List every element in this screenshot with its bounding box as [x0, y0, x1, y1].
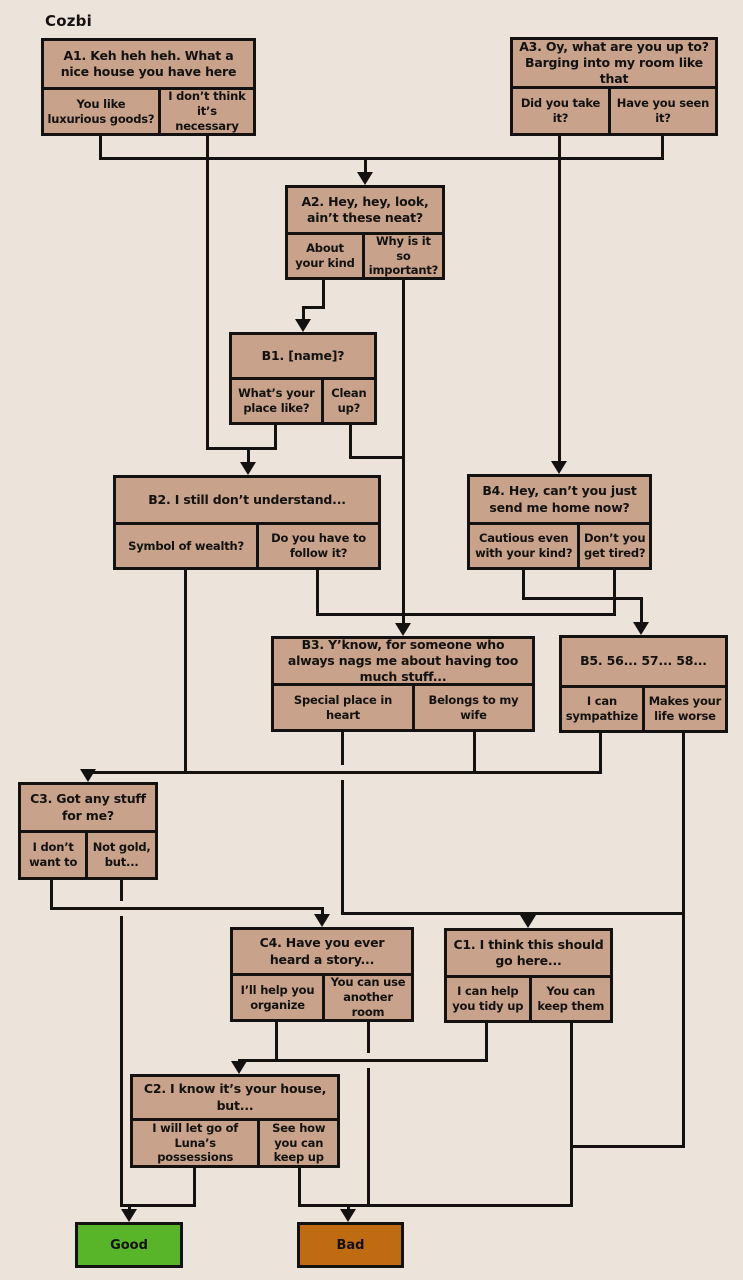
- dialogue-node-b5: [559, 635, 728, 733]
- dialogue-option: Makes your life worse: [642, 688, 725, 730]
- connector-segment: [206, 136, 209, 450]
- dialogue-option: Not gold, but...: [85, 833, 155, 877]
- connector-segment: [50, 907, 324, 910]
- ending-box-good: Good: [75, 1222, 183, 1268]
- dialogue-option: I can help you tidy up: [452, 984, 524, 1013]
- connector-segment: [367, 1068, 370, 1207]
- dialogue-option: Cautious even with your kind?: [475, 531, 573, 560]
- node-head-text: B3. Y’know, for someone who always nags me about having too much stuff...: [274, 639, 532, 686]
- dialogue-option: I will let go of Luna’s possessions: [152, 1120, 239, 1165]
- dialogue-node-a1: [41, 38, 256, 136]
- dialogue-node-c2: [130, 1074, 340, 1168]
- node-options-row: [44, 90, 253, 133]
- node-options-row: [513, 89, 715, 133]
- connector-segment: [87, 771, 602, 774]
- dialogue-node-c4: [230, 927, 414, 1022]
- connector-segment: [341, 732, 344, 765]
- connector-segment: [206, 447, 277, 450]
- arrowhead-into-bad: [340, 1209, 356, 1222]
- connector-segment: [316, 570, 319, 616]
- connector-segment: [298, 1168, 301, 1207]
- connector-segment: [341, 780, 344, 915]
- node-options-row: [233, 976, 411, 1019]
- connector-segment: [99, 157, 664, 160]
- node-options-row: [562, 688, 725, 730]
- connector-segment: [316, 613, 616, 616]
- dialogue-option: I’ll help you organize: [240, 982, 315, 1012]
- connector-segment: [522, 597, 643, 600]
- arrowhead-into-b1: [295, 319, 311, 332]
- dialogue-option: Did you take it?: [520, 96, 601, 125]
- dialogue-node-b3: [271, 636, 535, 732]
- arrowhead-into-c1: [520, 915, 536, 928]
- dialogue-option: Why is it so important?: [362, 235, 442, 277]
- connector-segment: [570, 1145, 685, 1148]
- connector-segment: [193, 1168, 196, 1207]
- dialogue-node-b4: [467, 474, 652, 570]
- connector-segment: [275, 1022, 278, 1062]
- dialogue-option: I can sympathize: [565, 694, 639, 723]
- dialogue-option: About your kind: [295, 241, 355, 270]
- connector-segment: [599, 733, 602, 774]
- connector-segment: [238, 1059, 488, 1062]
- connector-segment: [367, 1022, 370, 1053]
- connector-segment: [120, 880, 123, 901]
- connector-segment: [682, 733, 685, 1148]
- node-options-row: [116, 525, 378, 567]
- dialogue-option: Symbol of wealth?: [128, 538, 244, 553]
- node-head-text: B1. [name]?: [232, 335, 374, 380]
- connector-segment: [473, 732, 476, 774]
- dialogue-node-c1: [444, 928, 613, 1023]
- dialogue-node-b2: [113, 475, 381, 570]
- dialogue-option: I don’t want to: [29, 840, 78, 869]
- node-options-row: [133, 1121, 337, 1165]
- ending-box-bad: Bad: [297, 1222, 404, 1268]
- dialogue-node-b1: [229, 332, 377, 425]
- connector-segment: [349, 456, 405, 459]
- dialogue-option: What’s your place like?: [238, 386, 315, 415]
- arrowhead-into-c4: [314, 914, 330, 927]
- node-head-text: A2. Hey, hey, look, ain’t these neat?: [288, 188, 442, 235]
- connector-segment: [558, 136, 561, 463]
- node-options-row: [274, 686, 532, 729]
- node-head-text: C3. Got any stuff for me?: [21, 785, 155, 833]
- node-head-text: C4. Have you ever heard a story...: [233, 930, 411, 976]
- arrowhead-into-b3: [395, 623, 411, 636]
- node-options-row: [21, 833, 155, 877]
- node-options-row: [470, 525, 649, 567]
- dialogue-option: Special place in heart: [293, 692, 393, 722]
- connector-segment: [485, 1023, 488, 1062]
- dialogue-option: Have you seen it?: [608, 89, 715, 133]
- connector-segment: [302, 306, 325, 309]
- arrowhead-into-c3: [80, 769, 96, 782]
- node-head-text: A1. Keh heh heh. What a nice house you have here: [44, 41, 253, 90]
- dialogue-option: You like luxurious goods?: [47, 96, 155, 126]
- connector-segment: [522, 570, 525, 600]
- dialogue-node-c3: [18, 782, 158, 880]
- dialogue-option: Belongs to my wife: [412, 686, 532, 729]
- dialogue-option: You can use another room: [322, 976, 411, 1019]
- arrowhead-into-b4: [551, 461, 567, 474]
- connector-segment: [184, 570, 187, 774]
- arrowhead-into-b5: [633, 622, 649, 635]
- dialogue-node-a3: [510, 37, 718, 136]
- node-head-text: B2. I still don’t understand...: [116, 478, 378, 525]
- connector-segment: [402, 280, 405, 625]
- connector-segment: [640, 598, 643, 624]
- dialogue-option: See how you can keep up: [257, 1121, 337, 1165]
- dialogue-option: I don’t think it’s necessary: [158, 90, 253, 133]
- node-head-text: B4. Hey, can’t you just send me home now?: [470, 477, 649, 525]
- node-options-row: [232, 380, 374, 422]
- dialogue-option: Don’t you get tired?: [577, 525, 649, 567]
- connector-segment: [50, 880, 53, 910]
- connector-segment: [349, 425, 352, 459]
- arrowhead-into-a2: [357, 172, 373, 185]
- arrowhead-into-b2: [240, 462, 256, 475]
- connector-segment: [120, 1204, 196, 1207]
- node-head-text: B5. 56... 57... 58...: [562, 638, 725, 688]
- connector-segment: [613, 570, 616, 616]
- arrowhead-into-good: [121, 1209, 137, 1222]
- dialogue-option: You can keep them: [529, 978, 611, 1020]
- node-head-text: C1. I think this should go here...: [447, 931, 610, 978]
- dialogue-option: Clean up?: [321, 380, 374, 422]
- connector-segment: [120, 916, 123, 1207]
- chart-title: Cozbi: [45, 12, 92, 30]
- dialogue-node-a2: [285, 185, 445, 280]
- node-options-row: [288, 235, 442, 277]
- node-head-text: C2. I know it’s your house, but...: [133, 1077, 337, 1121]
- dialogue-option: Do you have to follow it?: [256, 525, 378, 567]
- node-options-row: [447, 978, 610, 1020]
- connector-segment: [341, 912, 685, 915]
- connector-segment: [298, 1204, 573, 1207]
- connector-segment: [570, 1023, 573, 1207]
- arrowhead-into-c2: [231, 1061, 247, 1074]
- node-head-text: A3. Oy, what are you up to? Barging into my room like that: [513, 40, 715, 89]
